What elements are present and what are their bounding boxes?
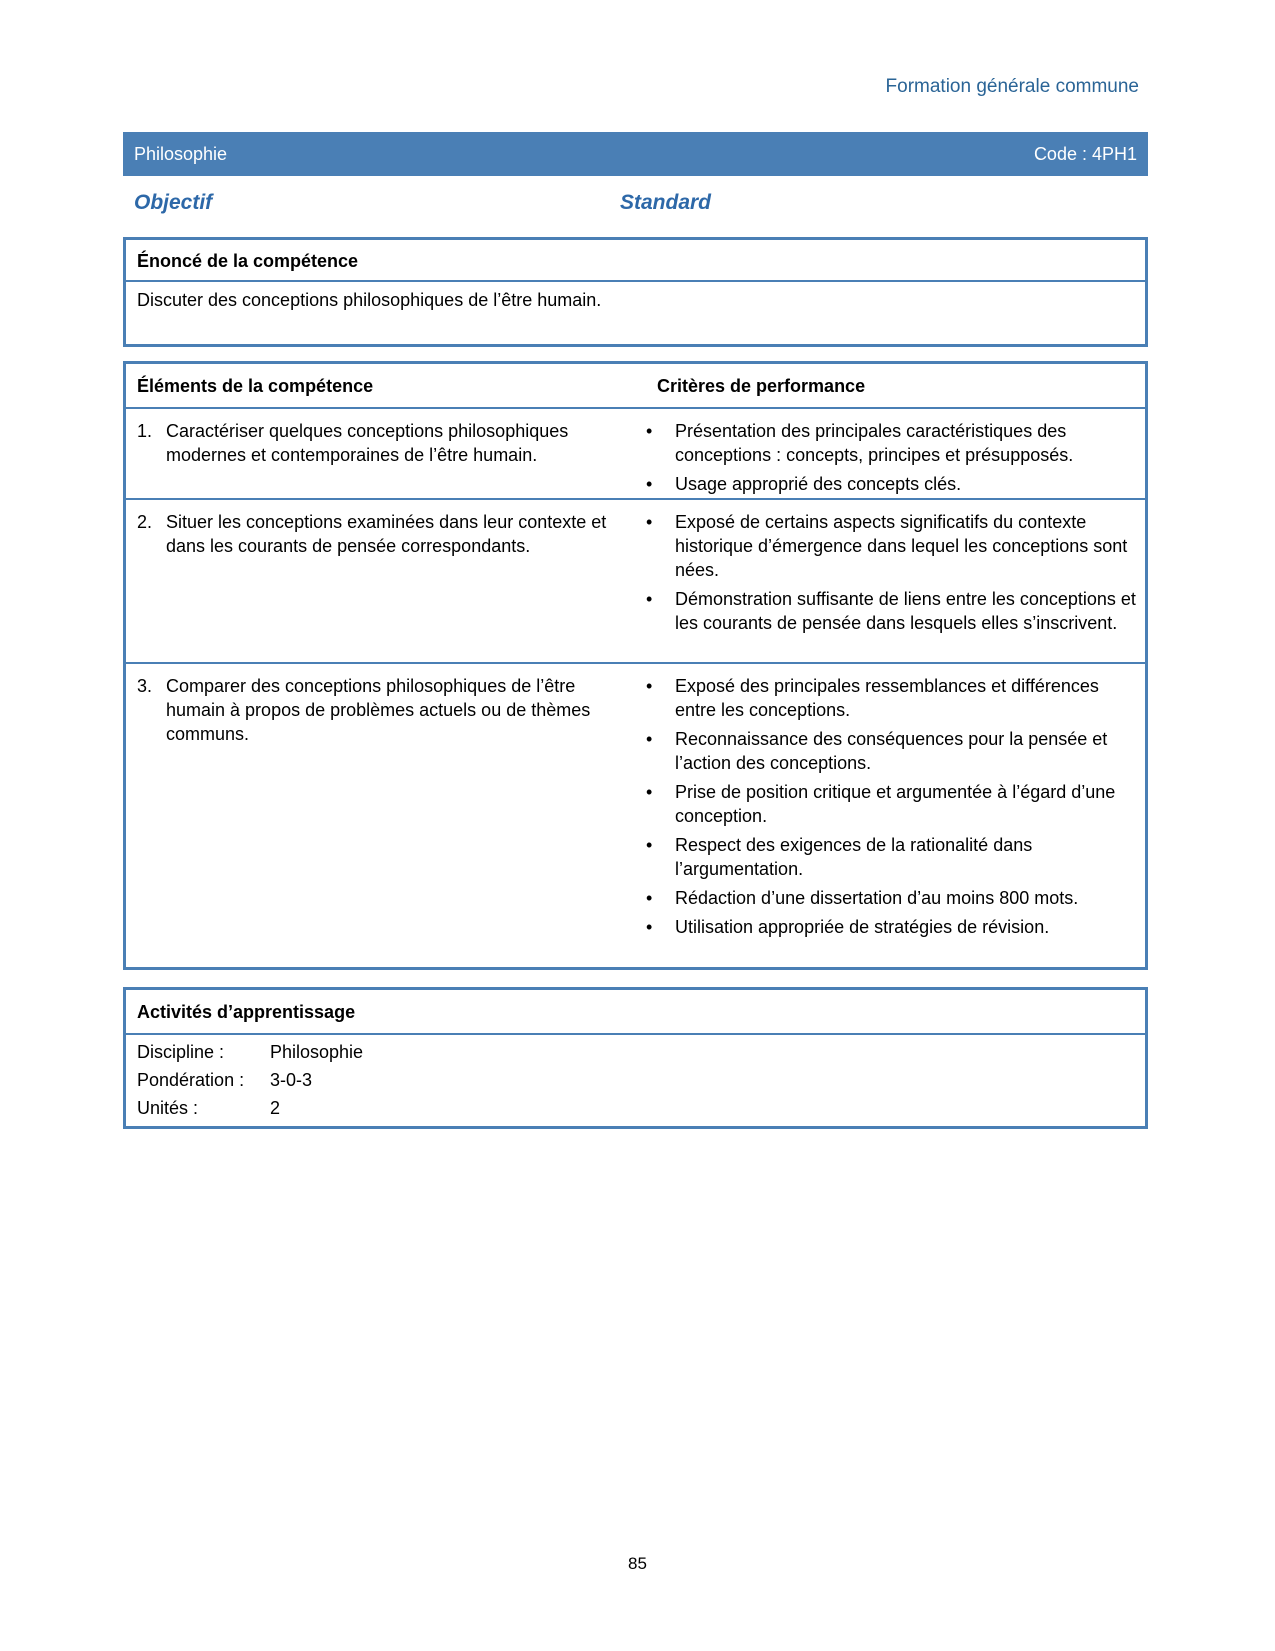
units-label: Unités :: [137, 1098, 199, 1118]
activities-box: [123, 987, 1148, 1129]
objective-heading: Objectif: [134, 191, 213, 214]
statement-box: [123, 237, 1148, 347]
criteria-list: [646, 510, 1136, 640]
bullet-icon: •: [646, 835, 653, 855]
activities-title: Activités d’apprentissage: [126, 990, 1145, 1035]
criterion-text: Prise de position critique et argumentée à l’égard d’une conception.: [675, 782, 1116, 826]
elements-table: [123, 361, 1148, 970]
table-row: [126, 409, 1145, 500]
weighting-label: Pondération :: [137, 1070, 245, 1090]
table-row: [126, 664, 1145, 967]
criterion-text: Rédaction d’une dissertation d’au moins 800 mots.: [675, 888, 1079, 908]
bullet-icon: •: [646, 888, 653, 908]
activity-discipline: [137, 1042, 363, 1063]
discipline-label: Discipline :: [137, 1042, 225, 1062]
bullet-icon: •: [646, 676, 653, 696]
element-number: 2.: [137, 512, 153, 532]
list-item: [646, 472, 1136, 496]
criterion-text: Reconnaissance des conséquences pour la pensée et l’action des conceptions.: [675, 729, 1108, 773]
element-text: Situer les conceptions examinées dans leur contexte et dans les courants de pensée correspondants.: [166, 512, 607, 556]
units-value: 2: [270, 1098, 281, 1118]
element-number: 3.: [137, 676, 153, 696]
criterion-text: Démonstration suffisante de liens entre les conceptions et les courants de pensée dans lesquels elles s’inscrivent.: [675, 589, 1136, 633]
criterion-text: Usage approprié des concepts clés.: [675, 474, 962, 494]
criterion-text: Respect des exigences de la rationalité dans l’argumentation.: [675, 835, 1033, 879]
bullet-icon: •: [646, 917, 653, 937]
element-1: [137, 419, 607, 467]
criterion-text: Présentation des principales caractéristiques des conceptions : concepts, principes et présupposés.: [675, 421, 1074, 465]
course-code: Code : 4PH1: [1033, 143, 1137, 164]
list-item: [646, 780, 1136, 828]
criteria-list: [646, 419, 1136, 501]
col-criteria-header: Critères de performance: [657, 376, 866, 396]
list-item: [646, 419, 1136, 467]
bullet-icon: •: [646, 512, 653, 532]
activity-weighting: [137, 1070, 312, 1091]
bullet-icon: •: [646, 589, 653, 609]
element-text: Comparer des conceptions philosophiques de l’être humain à propos de problèmes actuels ou de thèmes communs.: [166, 676, 591, 744]
weighting-value: 3-0-3: [270, 1070, 313, 1090]
discipline-value: Philosophie: [270, 1042, 364, 1062]
element-3: [137, 674, 607, 746]
running-head: Formation générale commune: [885, 76, 1139, 97]
element-2: [137, 510, 607, 558]
bullet-icon: •: [646, 421, 653, 441]
list-item: [646, 915, 1136, 939]
table-row: [126, 500, 1145, 664]
criterion-text: Utilisation appropriée de stratégies de révision.: [675, 917, 1050, 937]
activity-units: [137, 1098, 280, 1119]
statement-title: Énoncé de la compétence: [126, 240, 1145, 282]
bullet-icon: •: [646, 782, 653, 802]
criteria-list: [646, 674, 1136, 944]
table-header: [126, 364, 1145, 409]
list-item: [646, 510, 1136, 582]
list-item: [646, 727, 1136, 775]
bullet-icon: •: [646, 474, 653, 494]
list-item: [646, 674, 1136, 722]
criterion-text: Exposé des principales ressemblances et différences entre les conceptions.: [675, 676, 1099, 720]
course-band: [123, 132, 1148, 176]
element-text: Caractériser quelques conceptions philosophiques modernes et contemporaines de l’être humain.: [166, 421, 569, 465]
list-item: [646, 886, 1136, 910]
col-elements-header: Éléments de la compétence: [137, 376, 374, 396]
bullet-icon: •: [646, 729, 653, 749]
list-item: [646, 833, 1136, 881]
statement-text: Discuter des conceptions philosophiques de l’être humain.: [137, 290, 602, 310]
standard-heading: Standard: [620, 191, 712, 214]
criterion-text: Exposé de certains aspects significatifs du contexte historique d’émergence dans lequel les conceptions sont nées.: [675, 512, 1128, 580]
element-number: 1.: [137, 421, 153, 441]
page-number: 85: [628, 1554, 647, 1573]
course-discipline: Philosophie: [134, 143, 228, 164]
list-item: [646, 587, 1136, 635]
